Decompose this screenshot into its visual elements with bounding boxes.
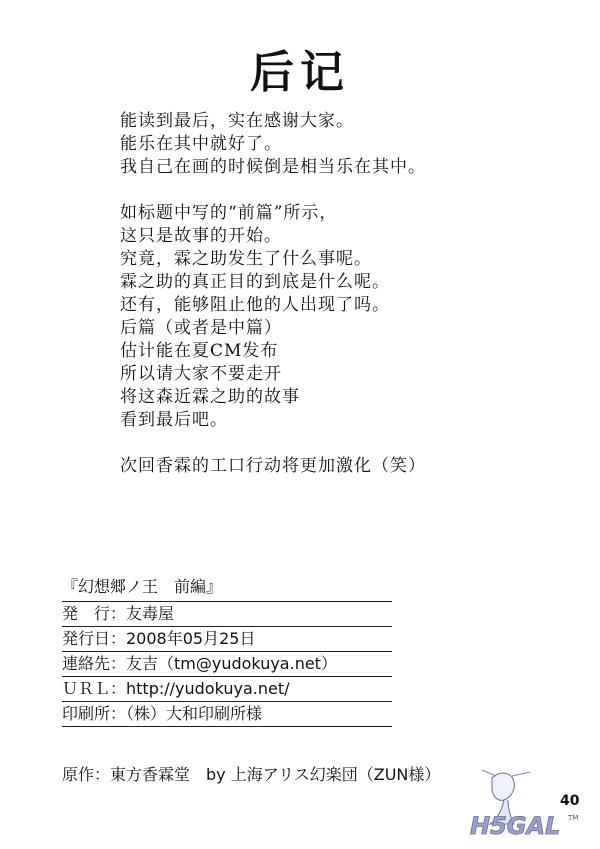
body-line: 将这森近霖之助的故事 <box>120 387 300 407</box>
divider <box>62 726 392 727</box>
body-line: 能乐在其中就好了。 <box>120 134 282 154</box>
paragraph-gap <box>120 179 540 202</box>
original-work-credit: 原作：東方香霖堂 by 上海アリス幻楽団（ZUN様） <box>62 765 441 784</box>
divider <box>62 676 392 677</box>
afterword-text <box>120 110 540 478</box>
body-line: 这只是故事的开始。 <box>120 226 282 246</box>
page-title: 后记 <box>250 47 350 98</box>
body-line: 我自己在画的时候倒是相当乐在其中。 <box>120 157 426 177</box>
printer-row: 印刷所：（株）大和印刷所様 <box>62 704 263 723</box>
contact-row: 連絡先：友吉（tm@yudokuya.net） <box>62 654 337 673</box>
body-line: 后篇（或者是中篇） <box>120 318 282 338</box>
h5gal-watermark-logo <box>452 768 592 846</box>
divider <box>62 651 392 652</box>
watermark-tm: TM <box>568 814 579 822</box>
body-line: 霖之助的真正目的到底是什么呢。 <box>120 272 390 292</box>
divider <box>62 701 392 702</box>
body-line: 如标题中写的“前篇”所示， <box>120 203 338 223</box>
date-row: 発行日：2008年05月25日 <box>62 629 256 648</box>
book-title: 『幻想郷ノ王 前編』 <box>62 577 223 596</box>
paragraph-gap <box>120 432 540 455</box>
page-number: 40 <box>560 793 580 809</box>
publisher-row: 発 行：友毒屋 <box>62 604 175 623</box>
body-line: 次回香霖的工口行动将更加激化（笑） <box>120 456 426 476</box>
colophon <box>62 576 542 728</box>
body-line: 估计能在夏CM发布 <box>120 341 279 361</box>
body-line: 所以请大家不要走开 <box>120 364 282 384</box>
body-line: 能读到最后，实在感谢大家。 <box>120 111 354 131</box>
body-line: 究竟，霖之助发生了什么事呢。 <box>120 249 372 269</box>
url-row: ＵＲＬ：http://yudokuya.net/ <box>62 679 290 698</box>
divider <box>62 626 392 627</box>
body-line: 还有，能够阻止他的人出现了吗。 <box>120 295 390 315</box>
body-line: 看到最后吧。 <box>120 410 228 430</box>
divider <box>62 601 392 602</box>
watermark-text: H5GAL <box>470 812 561 840</box>
